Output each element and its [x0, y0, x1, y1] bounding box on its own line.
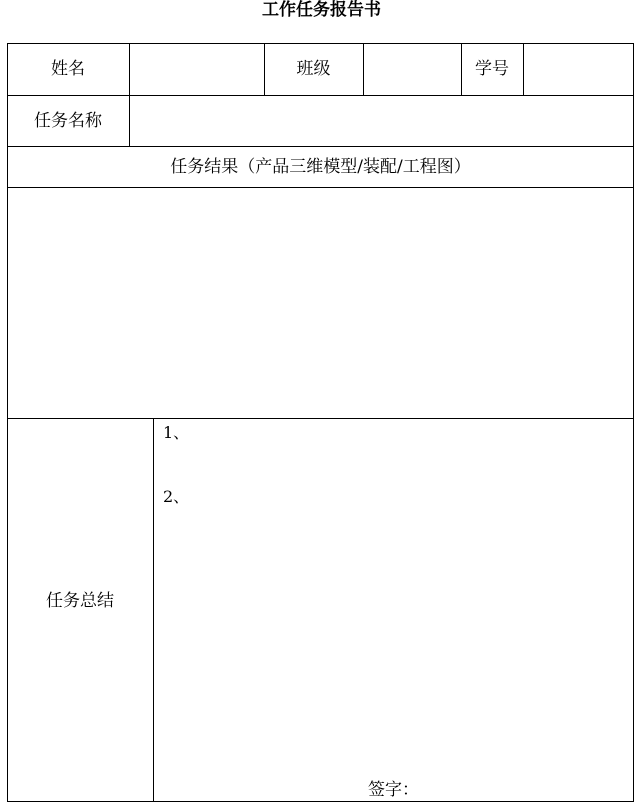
row-divider [7, 146, 634, 147]
table-border-bottom [7, 801, 634, 802]
summary-item-1: 1、 [163, 423, 190, 442]
task-result-area[interactable] [8, 188, 633, 418]
report-form-table [7, 43, 634, 802]
signature-label: 签字： [368, 780, 419, 800]
document-title: 工作任务报告书 [262, 0, 381, 20]
task-summary-area[interactable] [154, 419, 633, 801]
task-result-heading: 任务结果（产品三维模型/装配/工程图） [170, 157, 471, 177]
name-label: 姓名 [51, 59, 85, 79]
class-field[interactable] [364, 44, 461, 95]
task-name-field[interactable] [130, 96, 633, 146]
summary-item-2: 2、 [163, 487, 190, 506]
task-summary-label: 任务总结 [46, 591, 114, 611]
class-label: 班级 [296, 59, 331, 79]
task-name-label: 任务名称 [34, 111, 102, 131]
name-field[interactable] [130, 44, 264, 95]
student-id-field[interactable] [524, 44, 633, 95]
student-id-label: 学号 [475, 59, 509, 79]
